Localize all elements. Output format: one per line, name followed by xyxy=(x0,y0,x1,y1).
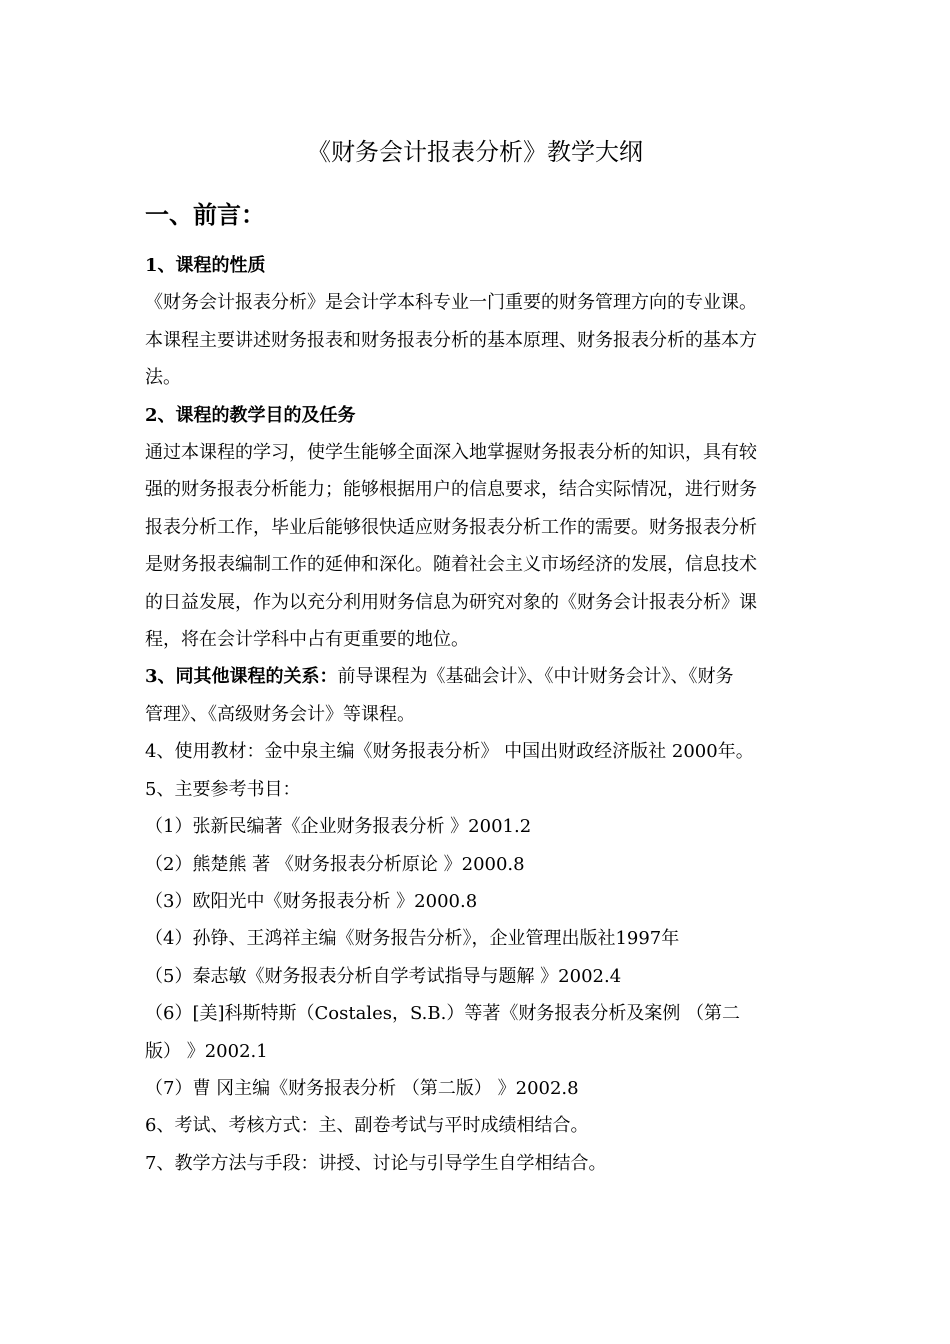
nature-line: 《财务会计报表分析》是会计学本科专业一门重要的财务管理方向的专业课。 xyxy=(145,292,757,314)
reference-item: （4）孙铮、王鸿祥主编《财务报告分析》，企业管理出版社1997年 xyxy=(145,928,680,950)
document-body xyxy=(145,247,809,1182)
goal-line: 通过本课程的学习，使学生能够全面深入地掌握财务报表分析的知识，具有较 xyxy=(145,442,757,464)
reference-item: （3）欧阳光中《财务报表分析 》2000.8 xyxy=(145,890,478,912)
method-line: 7、教学方法与手段：讲授、讨论与引导学生自学相结合。 xyxy=(145,1152,607,1174)
reference-item: （7）曹 冈主编《财务报表分析 （第二版） 》2002.8 xyxy=(145,1077,579,1099)
reference-item: （1）张新民编著《企业财务报表分析 》2001.2 xyxy=(145,816,532,838)
reference-item: （5）秦志敏《财务报表分析自学考试指导与题解 》2002.4 xyxy=(145,965,622,987)
textbook-line: 4、使用教材：金中泉主编《财务报表分析》 中国出财政经济版社 2000年。 xyxy=(145,741,754,763)
goal-line: 是财务报表编制工作的延伸和深化。随着社会主义市场经济的发展，信息技术 xyxy=(145,554,757,576)
exam-line: 6、考试、考核方式：主、副卷考试与平时成绩相结合。 xyxy=(145,1115,589,1137)
reference-item: （2）熊楚熊 著 《财务报表分析原论 》2000.8 xyxy=(145,853,525,875)
goal-line: 程，将在会计学科中占有更重要的地位。 xyxy=(145,629,469,651)
relation-text: 前导课程为《基础会计》、《中计财务会计》、《财务 xyxy=(337,666,734,688)
references-heading: 5、主要参考书目： xyxy=(145,778,301,800)
nature-heading: 1、课程的性质 xyxy=(145,255,266,276)
relation-line: 管理》、《高级财务会计》等课程。 xyxy=(145,703,415,725)
goal-heading: 2、课程的教学目的及任务 xyxy=(145,404,356,426)
reference-item: 版） 》2002.1 xyxy=(145,1040,268,1062)
goal-line: 报表分析工作，毕业后能够很快适应财务报表分析工作的需要。财务报表分析 xyxy=(145,516,757,538)
goal-line: 强的财务报表分析能力；能够根据用户的信息要求，结合实际情况，进行财务 xyxy=(145,479,757,501)
nature-line: 本课程主要讲述财务报表和财务报表分析的基本原理、财务报表分析的基本方 xyxy=(145,329,757,351)
relation-paragraph xyxy=(145,658,809,695)
section-heading-preface: 一、前言： xyxy=(145,200,265,229)
relation-heading: 3、同其他课程的关系： xyxy=(145,666,338,688)
document-title: 《财务会计报表分析》教学大纲 xyxy=(307,138,643,166)
reference-item: （6）[美]科斯特斯（Costales，S.B.）等著《财务报表分析及案例 （第二 xyxy=(145,1003,741,1025)
goal-line: 的日益发展，作为以充分利用财务信息为研究对象的《财务会计报表分析》课 xyxy=(145,591,757,613)
nature-line: 法。 xyxy=(145,367,181,389)
